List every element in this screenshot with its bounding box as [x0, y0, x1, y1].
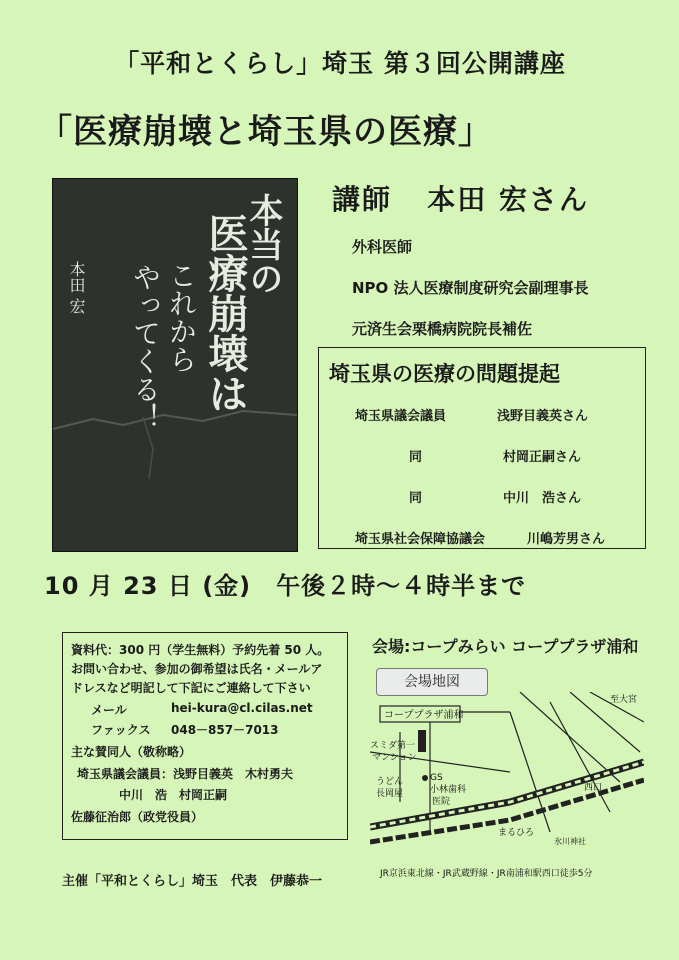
panel-name: 浅野目義英さん	[497, 409, 589, 424]
book-title-line2: 医療崩壊は	[202, 213, 248, 413]
speaker-role: 元済生会栗橋病院院長補佐	[352, 320, 533, 338]
supporters-line: 埼玉県議会議員：浅野目義英 木村勇夫	[77, 767, 294, 781]
fax-label: ファックス	[91, 723, 151, 737]
map-label-gs: GS	[430, 773, 443, 783]
venue-title: 会場:コープみらい コーププラザ浦和	[372, 637, 639, 656]
map-label-clinic2: 医院	[432, 797, 451, 807]
book-title-line1: 本当の	[243, 193, 283, 295]
info-box	[62, 632, 348, 840]
event-datetime: 10 月 23 日 (金) 午後２時～４時半まで	[44, 572, 527, 600]
map-label-shidaimiya: 至大宮	[610, 695, 638, 705]
series-title: 「平和とくらし」埼玉 第３回公開講座	[114, 49, 566, 78]
book-cover	[52, 178, 298, 552]
supporters-heading: 主な賛同人（敬称略）	[71, 745, 192, 759]
panel-role: 埼玉県社会保障協議会	[355, 532, 486, 547]
panel-role: 同	[409, 491, 423, 506]
speaker-label: 講師	[332, 183, 393, 216]
info-line: お問い合わせ、参加の御希望は氏名・メールア	[71, 662, 323, 676]
map-label-clinic1: 小林歯科	[430, 785, 467, 795]
organizer: 主催「平和とくらし」埼玉 代表 伊藤恭一	[62, 874, 323, 889]
info-line: 資料代：300 円（学生無料）予約先着 50 人。	[71, 643, 330, 657]
speaker-name: 本田 宏さん	[427, 183, 590, 216]
panel-role: 同	[409, 450, 423, 465]
speaker-role: 外科医師	[352, 238, 413, 256]
map-label-shrine: 氷川神社	[554, 837, 586, 846]
main-title: 「医療崩壊と埼玉県の医療」	[38, 112, 493, 152]
panel-name: 川嶋芳男さん	[527, 532, 606, 547]
map-coop-building	[418, 730, 426, 752]
map-label-nishiguchi: 西口	[584, 783, 603, 793]
venue-map-label: 会場地図	[376, 668, 488, 696]
map-label-marumaru: まるひろ	[498, 828, 535, 838]
book-author: 本田 宏	[67, 261, 86, 315]
speaker-role: NPO 法人医療制度研究会副理事長	[352, 279, 589, 297]
supporters-line: 佐藤征治郎（政党役員）	[71, 810, 204, 824]
supporters-line: 中川 浩 村岡正嗣	[119, 788, 228, 802]
map-label-sumida: スミダ第一	[370, 741, 416, 751]
panel-role: 埼玉県議会議員	[355, 409, 447, 424]
panel-title: 埼玉県の医療の問題提起	[329, 362, 560, 386]
map-label-coop: コーププラザ浦和	[384, 710, 464, 721]
map-label-nagaoka: 長岡屋	[376, 789, 404, 799]
fax-number: 048－857－7013	[171, 723, 279, 737]
map-label-udon: うどん	[376, 777, 404, 787]
book-title-line3: これから	[165, 261, 198, 373]
map-label-mansion: マンション	[372, 753, 417, 763]
panel-name: 中川 浩さん	[503, 491, 582, 506]
book-title-line4: やってくる！	[129, 263, 162, 431]
email-label: メール	[91, 703, 127, 717]
speaker-heading	[332, 178, 589, 218]
venue-map	[370, 692, 644, 882]
panel-box	[318, 347, 646, 549]
email-address: hei-kura@cl.cilas.net	[171, 701, 313, 715]
map-access-note: JR京浜東北線・JR武蔵野線・JR南浦和駅西口徒歩5分	[380, 869, 593, 879]
panel-name: 村岡正嗣さん	[503, 450, 582, 465]
info-line: ドレスなど明記して下記にご連絡して下さい	[71, 681, 311, 695]
